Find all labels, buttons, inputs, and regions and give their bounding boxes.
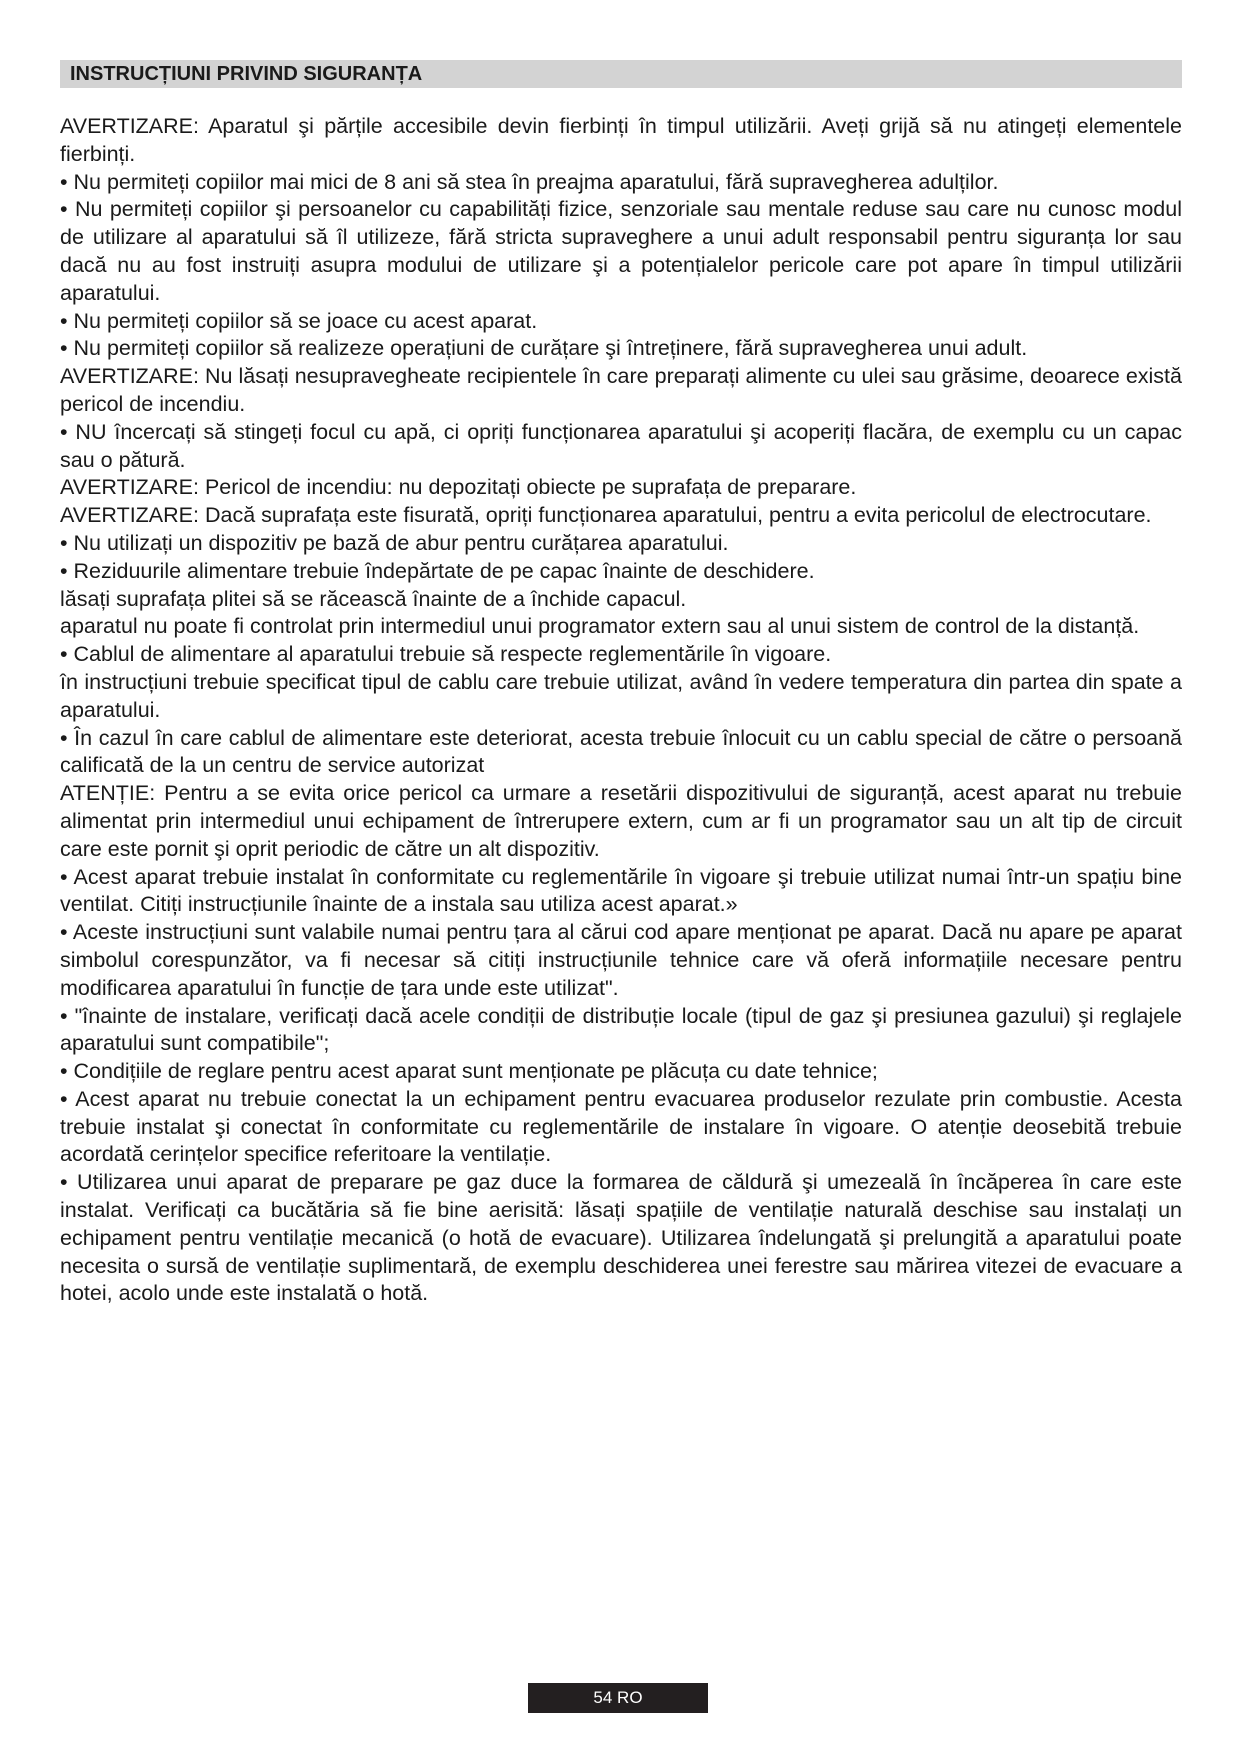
instruction-item: • Nu utilizați un dispozitiv pe bază de abur pentru curățarea aparatului. (60, 530, 729, 555)
instruction-paragraph: în instrucțiuni trebuie specificat tipul de cablu care trebuie utilizat, având în vedere temperatura din partea din spate a aparatului. (60, 669, 1182, 722)
section-title: INSTRUCȚIUNI PRIVIND SIGURANȚA (70, 63, 423, 85)
page-number-badge (528, 1683, 708, 1713)
warning-paragraph: AVERTIZARE: Aparatul şi părțile accesibile devin fierbinți în timpul utilizării. Aveți grijă să nu atingeți elementele fierbinți. (60, 114, 1182, 166)
instruction-item: • Acest aparat trebuie instalat în conformitate cu reglementările în vigoare şi trebuie utilizat numai într-un spațiu bine ventilat. Citiți instrucțiunile înainte de a instala sau utiliza acest aparat.» (60, 864, 1182, 917)
instruction-paragraph: lăsați suprafața plitei să se răcească înainte de a închide capacul. (60, 586, 687, 611)
instruction-item: • NU încercați să stingeți focul cu apă, ci opriți funcționarea aparatului şi acoperiți flacăra, de exemplu cu un capac sau o pătură. (60, 419, 1182, 472)
warning-paragraph: AVERTIZARE: Dacă suprafața este fisurată, opriți funcționarea aparatului, pentru a evita pericolul de electrocutare. (60, 503, 1152, 528)
instruction-item: • "înainte de instalare, verificați dacă acele condiții de distribuție locale (tipul de gaz şi presiunea gazului) şi reglajele aparatului sunt compatibile"; (60, 1003, 1182, 1056)
instruction-item: • Nu permiteți copiilor să realizeze operațiuni de curățare şi întreținere, fără supravegherea unui adult. (60, 336, 1028, 361)
instruction-paragraph: aparatul nu poate fi controlat prin intermediul unui programator extern sau al unui sistem de control de la distanță. (60, 614, 1140, 639)
instruction-item: • Nu permiteți copiilor şi persoanelor cu capabilități fizice, senzoriale sau mentale reduse sau care nu cunosc modul de utilizare al aparatului să îl utilizeze, fără stricta supraveghere a unui adult responsabil pentru siguranța lor sau dacă nu au fost instruiți asupra modului de utilizare şi a potențialelor pericole care pot apare în timpul utilizării aparatului. (60, 197, 1182, 305)
caution-paragraph: ATENȚIE: Pentru a se evita orice pericol ca urmare a resetării dispozitivului de siguranță, acest aparat nu trebuie alimentat prin intermediul unui echipament de întrerupere extern, cum ar fi un programator sau un alt tip de circuit care este pornit şi oprit periodic de către un alt dispozitiv. (60, 781, 1182, 861)
warning-paragraph: AVERTIZARE: Pericol de incendiu: nu depozitați obiecte pe suprafața de preparare. (60, 475, 857, 500)
safety-instructions-body (60, 113, 1182, 1308)
instruction-item: • Nu permiteți copiilor să se joace cu acest aparat. (60, 308, 538, 333)
instruction-item: • Acest aparat nu trebuie conectat la un echipament pentru evacuarea produselor rezulate prin combustie. Acesta trebuie instalat şi conectat în conformitate cu reglementările de instalare în vigoare. O atenție deosebită trebuie acordată cerințelor specifice referitoare la ventilație. (60, 1086, 1182, 1167)
instruction-item: • Condițiile de reglare pentru acest aparat sunt menționate pe plăcuța cu date tehnice; (60, 1059, 878, 1084)
instruction-item: • Aceste instrucțiuni sunt valabile numai pentru țara al cărui cod apare menționat pe aparat. Dacă nu apare pe aparat simbolul corespunzător, va fi necesar să citiți instrucțiunile tehnice care vă oferă informațiile necesare pentru modificarea aparatului în funcție de țara unde este utilizat". (60, 920, 1182, 1000)
section-header (60, 60, 1182, 88)
instruction-item: • Reziduurile alimentare trebuie îndepărtate de pe capac înainte de deschidere. (60, 558, 815, 583)
instruction-item: • Utilizarea unui aparat de preparare pe gaz duce la formarea de căldură şi umezeală în încăperea în care este instalat. Verificați ca bucătăria să fie bine aerisită: lăsați spațiile de ventilație naturală deschise sau instalați un echipament pentru ventilație mecanică (o hotă de evacuare). Utilizarea îndelungată şi prelungită a aparatului poate necesita o sursă de ventilație suplimentară, de exemplu deschiderea unei ferestre sau mărirea vitezei de evacuare a hotei, acolo unde este instalată o hotă. (60, 1170, 1182, 1306)
instruction-item: • În cazul în care cablul de alimentare este deteriorat, acesta trebuie înlocuit cu un cablu special de către o persoană calificată de la un centru de service autorizat (60, 725, 1182, 778)
warning-paragraph: AVERTIZARE: Nu lăsați nesupravegheate recipientele în care preparați alimente cu ulei sau grăsime, deoarece există pericol de incendiu. (60, 364, 1182, 416)
instruction-item: • Cablul de alimentare al aparatului trebuie să respecte reglementările în vigoare. (60, 642, 832, 667)
instruction-item: • Nu permiteți copiilor mai mici de 8 ani să stea în preajma aparatului, fără supravegherea adulților. (60, 169, 999, 194)
page-number-label: 54 RO (593, 1688, 643, 1707)
